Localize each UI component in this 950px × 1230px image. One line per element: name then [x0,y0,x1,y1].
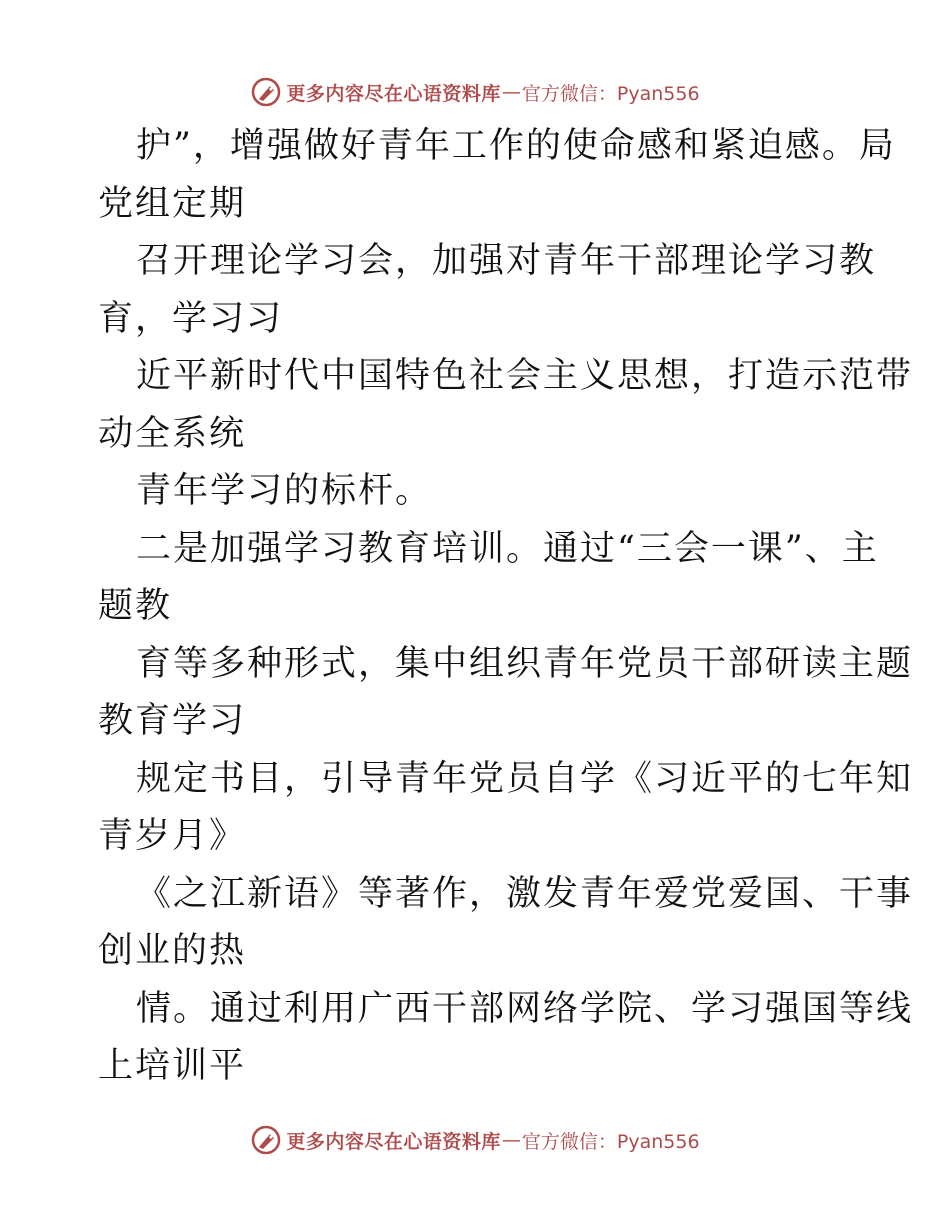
body-line-5: 近平新时代中国特色社会主义思想，打造示范带 [136,356,914,396]
body-line-14: 《之江新语》等著作，激发青年爱党爱国、干事 [136,873,914,914]
header-site-text: 更多内容尽在心语资料库 [286,82,501,105]
pen-nib-logo-icon [250,1124,282,1156]
footer-separator: — [501,1129,521,1151]
body-line-12: 规定书目，引导青年党员自学《习近平的七年知 [136,758,914,799]
body-line-6: 动全系统 [98,413,247,454]
body-line-8: 二是加强学习教育培训。通过“三会一课”、主 [136,528,879,569]
body-line-17: 上培训平 [98,1046,247,1086]
body-line-10: 育等多种形式，集中组织青年党员干部研读主题 [136,643,914,684]
footer-wechat-text: 官方微信：Pyan556 [521,1130,700,1153]
body-line-7: 青年学习的标杆。 [136,471,433,511]
header-wechat-text: 官方微信：Pyan556 [521,82,700,105]
body-line-11: 教育学习 [98,701,247,741]
footer-site-text: 更多内容尽在心语资料库 [286,1130,501,1153]
body-line-13: 青岁月》 [98,816,247,856]
header-separator: — [501,81,521,103]
footer-banner [0,1120,950,1160]
header-banner [0,72,950,112]
body-line-15: 创业的热 [98,931,247,971]
body-line-16: 情。通过利用广西干部网络学院、学习强国等线 [136,988,914,1029]
body-line-1: 护”，增强做好青年工作的使命感和紧迫感。局 [136,126,896,166]
body-line-9: 题教 [98,586,173,626]
document-body [98,118,914,1096]
body-line-4: 育，学习习 [98,298,284,339]
body-line-2: 党组定期 [98,183,247,224]
pen-nib-logo-icon [250,76,282,108]
body-line-3: 召开理论学习会，加强对青年干部理论学习教 [136,241,877,281]
